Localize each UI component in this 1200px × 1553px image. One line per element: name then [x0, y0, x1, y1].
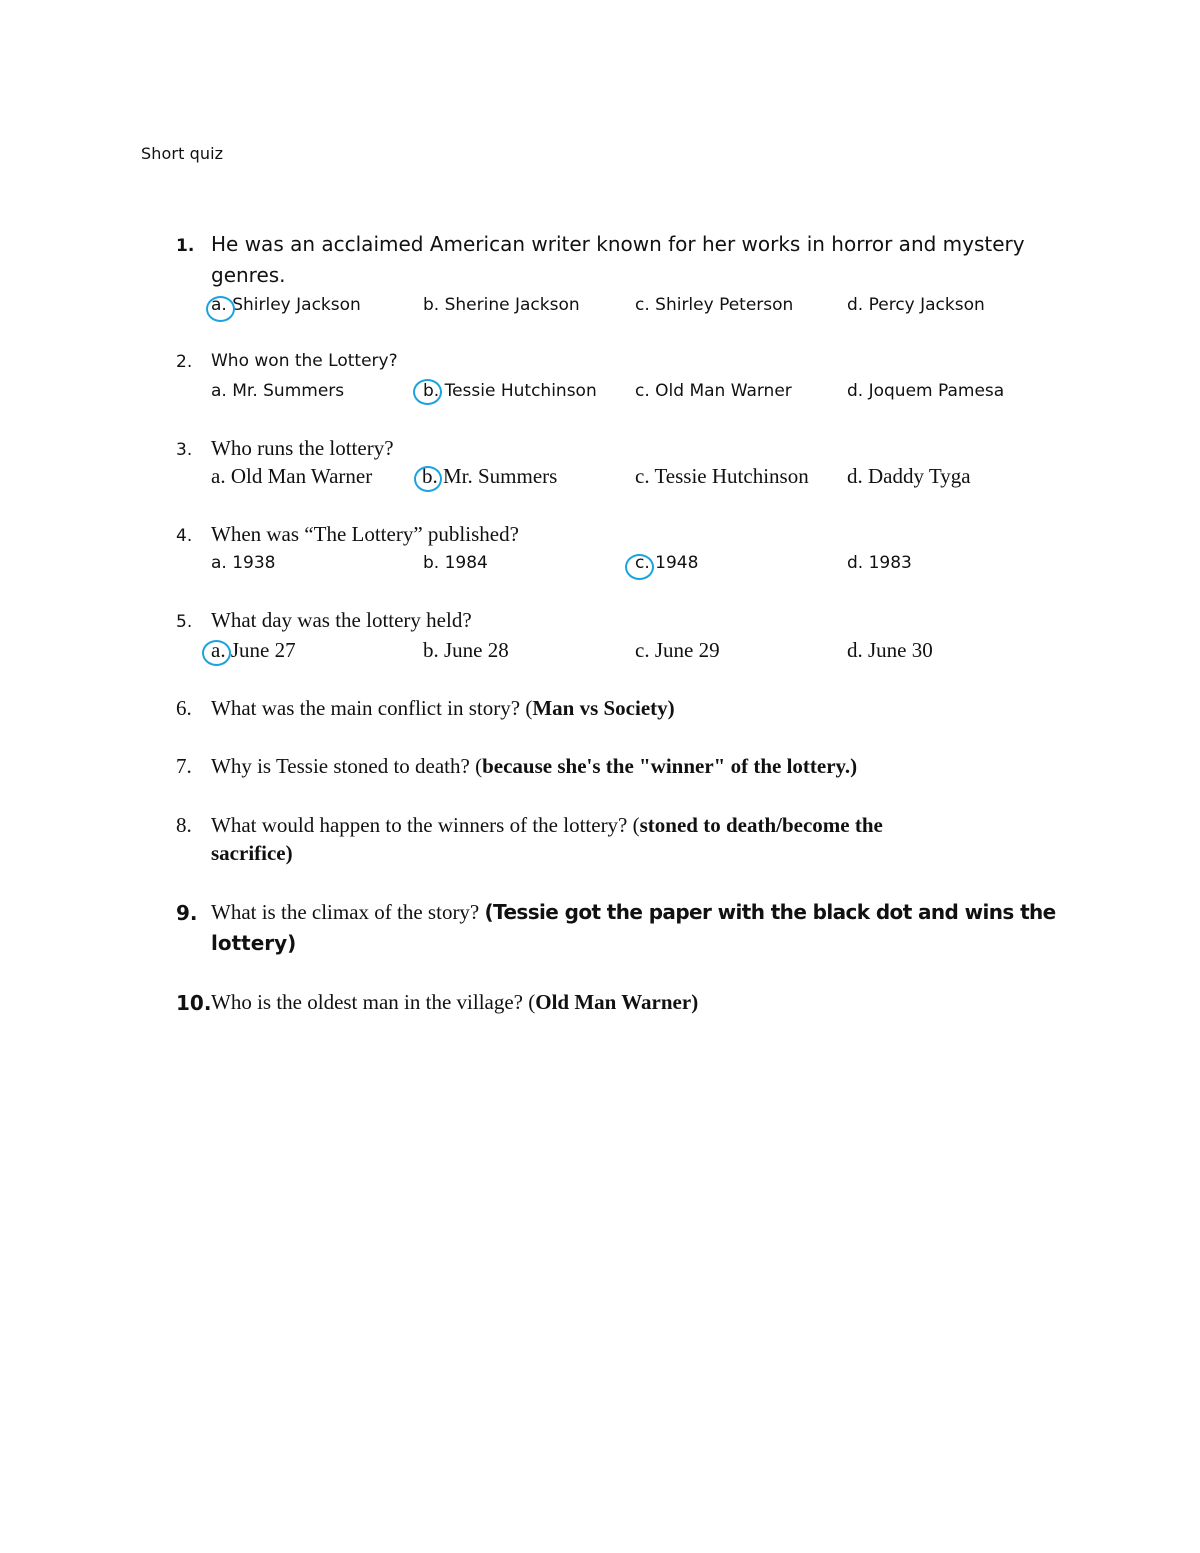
option-c: c. Tessie Hutchinson	[635, 464, 809, 488]
question-text	[211, 696, 1051, 721]
question-prompt: What was the main conflict in story? (	[211, 696, 533, 720]
question-text	[211, 754, 1051, 779]
question-prompt: Why is Tessie stoned to death? (	[211, 754, 483, 778]
option-a: a. Shirley Jackson	[211, 295, 361, 315]
answer-circle-mark	[202, 640, 231, 666]
answer-text: (Tessie got the paper with the black dot and wins the	[484, 900, 1056, 924]
question-number: 2.	[176, 352, 193, 372]
option-a: a. June 27	[211, 638, 296, 662]
question-text	[211, 900, 1056, 925]
answer-circle-mark	[413, 379, 442, 405]
option-d: d. 1983	[847, 553, 912, 573]
option-c: c. June 29	[635, 638, 720, 662]
option-c: c. Shirley Peterson	[635, 295, 794, 315]
question-prompt: Who is the oldest man in the village? (	[211, 990, 536, 1014]
option-d: d. Daddy Tyga	[847, 464, 971, 488]
question-text: He was an acclaimed American writer known for her works in horror and mystery	[211, 232, 1025, 256]
question-number: 10.	[176, 991, 212, 1015]
option-b: b. Tessie Hutchinson	[423, 381, 597, 401]
question-prompt: What is the climax of the story?	[211, 900, 485, 924]
option-d: d. June 30	[847, 638, 933, 662]
answer-circle-mark	[625, 554, 654, 580]
question-number: 9.	[176, 901, 198, 925]
option-b: b. 1984	[423, 553, 488, 573]
question-text	[211, 813, 1051, 838]
question-text-continued: genres.	[211, 263, 286, 287]
question-number: 4.	[176, 526, 193, 546]
option-d: d. Joquem Pamesa	[847, 381, 1005, 401]
answer-text: stoned to death/become the	[639, 813, 883, 837]
question-number: 6.	[176, 696, 192, 720]
question-number: 1.	[176, 236, 195, 256]
answer-text: Man vs Society)	[532, 696, 675, 720]
answer-text-continued: sacrifice)	[211, 841, 293, 865]
answer-circle-mark	[206, 296, 235, 322]
question-number: 7.	[176, 754, 192, 778]
question-prompt: What would happen to the winners of the lottery? (	[211, 813, 640, 837]
option-c: c. 1948	[635, 553, 699, 573]
question-text: Who won the Lottery?	[211, 351, 398, 371]
question-text: When was “The Lottery” published?	[211, 522, 519, 546]
question-text: What day was the lottery held?	[211, 608, 472, 632]
answer-text-continued: lottery)	[211, 931, 297, 955]
page-title: Short quiz	[141, 144, 224, 163]
answer-text: Old Man Warner)	[535, 990, 699, 1014]
option-a: a. Old Man Warner	[211, 464, 373, 488]
option-b: b. Sherine Jackson	[423, 295, 580, 315]
option-d: d. Percy Jackson	[847, 295, 985, 315]
option-a: a. Mr. Summers	[211, 381, 345, 401]
question-number: 5.	[176, 612, 193, 632]
question-number: 8.	[176, 813, 192, 837]
answer-text: because she's the "winner" of the lottery.)	[482, 754, 858, 778]
question-text	[211, 990, 1051, 1015]
question-number: 3.	[176, 440, 193, 460]
option-c: c. Old Man Warner	[635, 381, 792, 401]
answer-circle-mark	[414, 466, 442, 492]
option-a: a. 1938	[211, 553, 276, 573]
option-b: b. June 28	[423, 638, 509, 662]
option-b: b. Mr. Summers	[422, 464, 558, 488]
question-text: Who runs the lottery?	[211, 436, 394, 460]
